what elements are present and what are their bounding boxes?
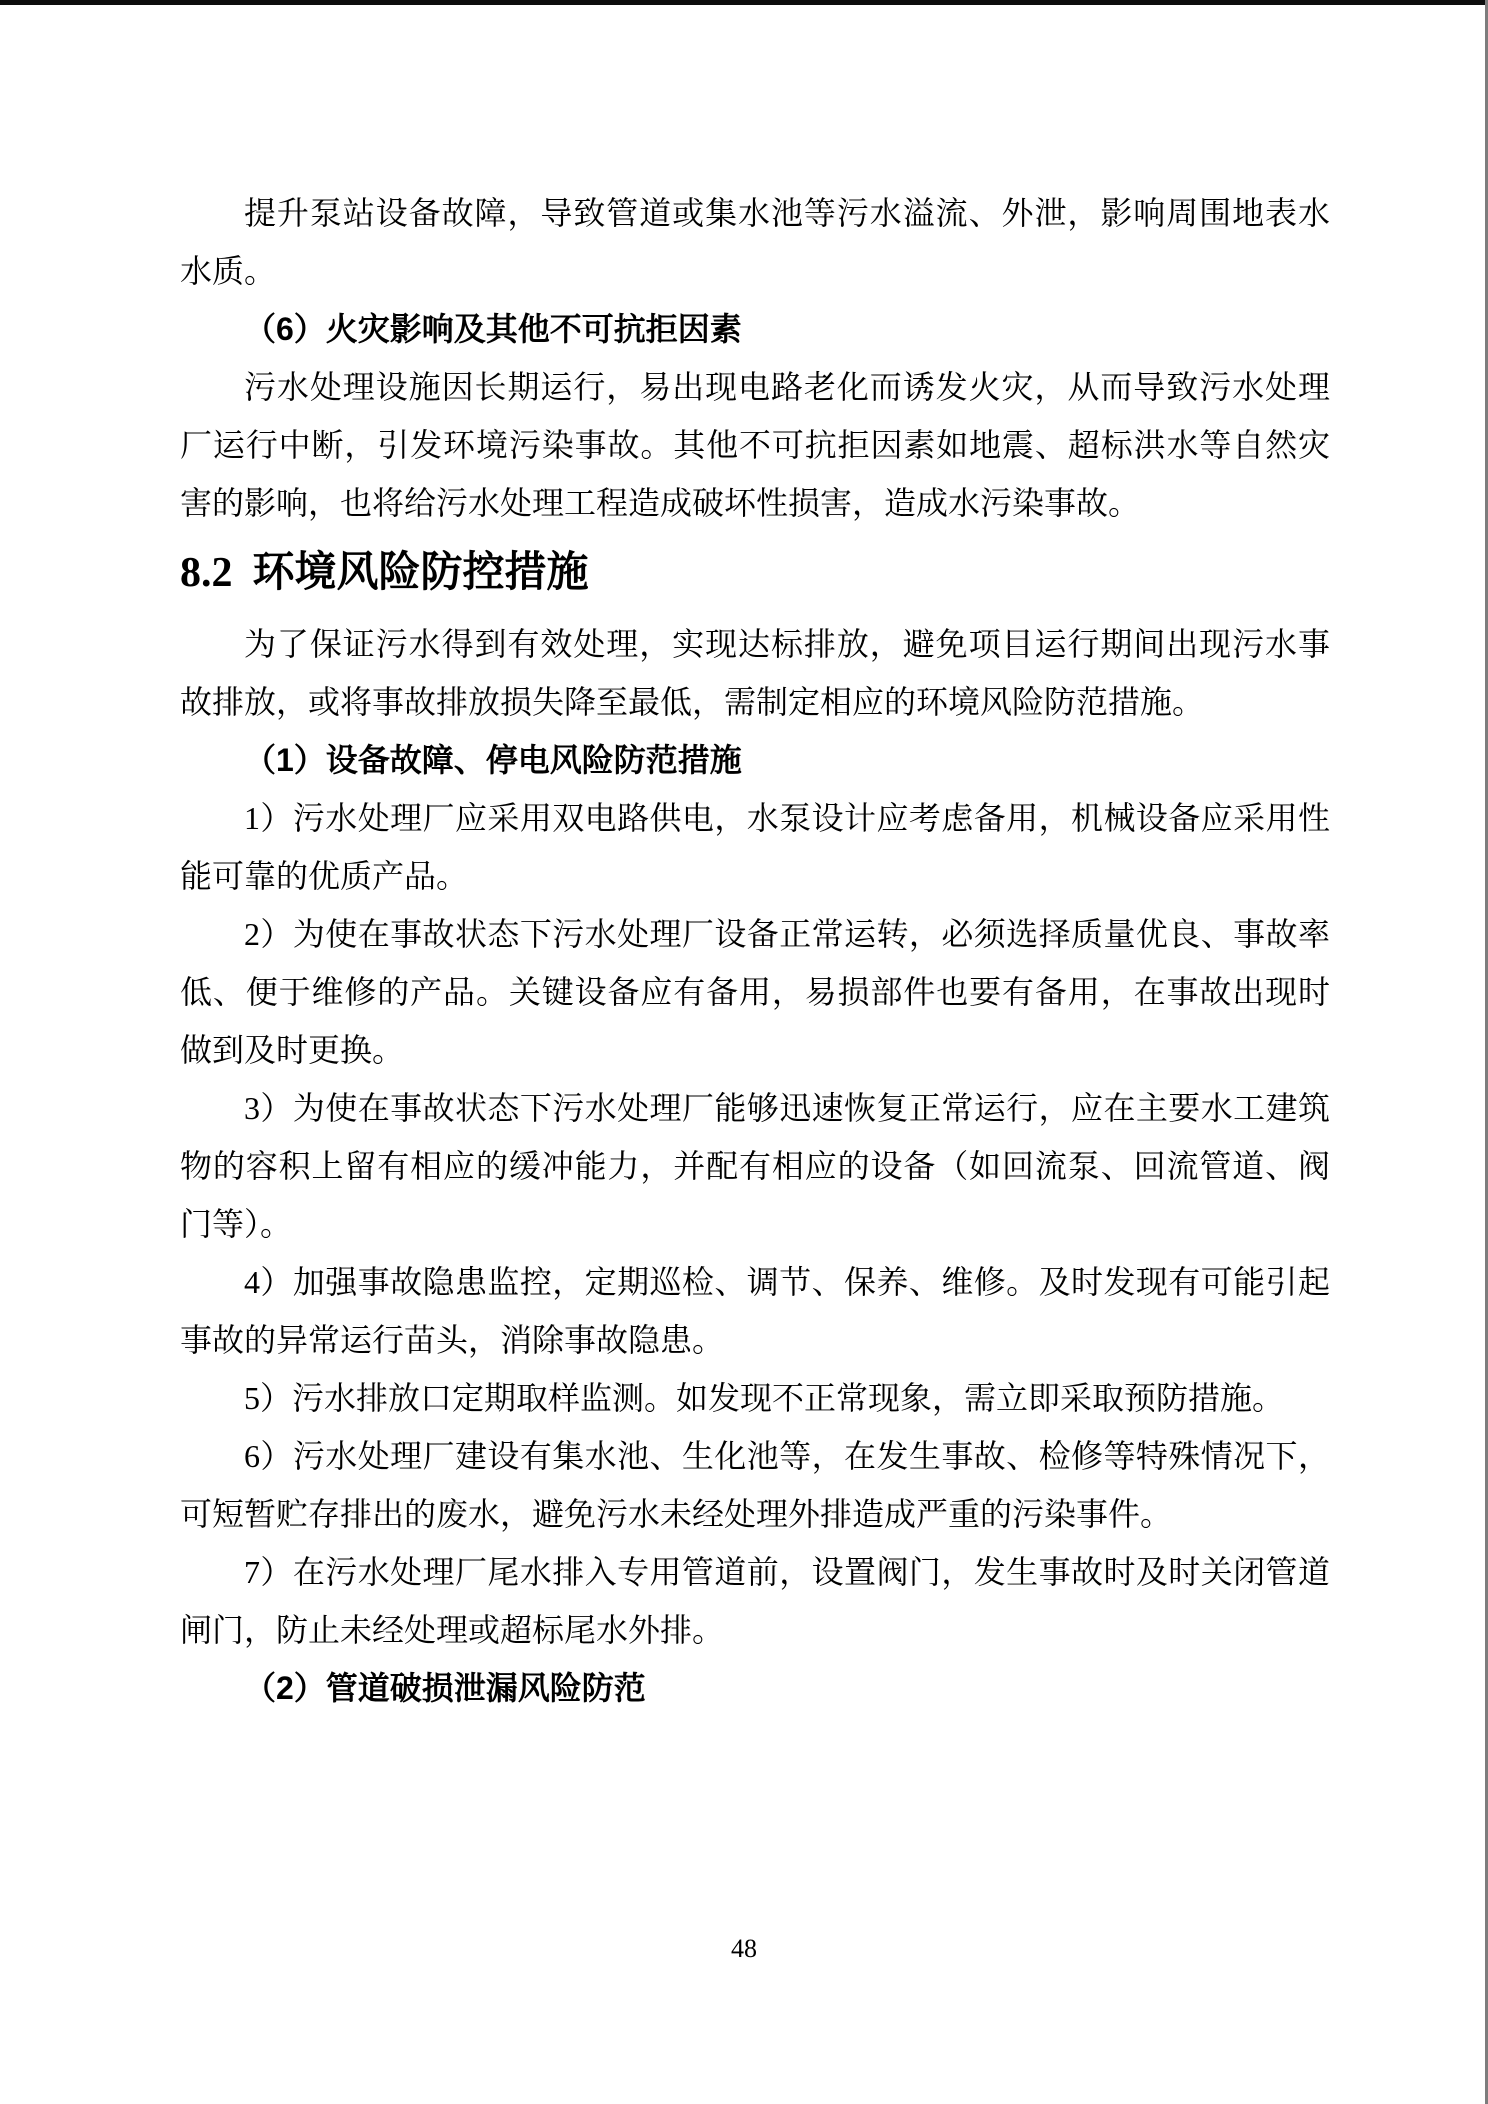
- paragraph-intro-prevention: 为了保证污水得到有效处理，实现达标排放，避免项目运行期间出现污水事故排放，或将事故排放损失降至最低，需制定相应的环境风险防范措施。: [180, 626, 1330, 720]
- paragraph-measure-5: 5）污水排放口定期取样监测。如发现不正常现象，需立即采取预防措施。: [244, 1380, 1285, 1416]
- top-edge-rule: [0, 0, 1488, 5]
- subheading-fire-risk: （6）火灾影响及其他不可抗拒因素: [244, 311, 742, 347]
- page-number: 48: [731, 1934, 757, 1963]
- paragraph-measure-1: 1）污水处理厂应采用双电路供电，水泵设计应考虑备用，机械设备应采用性能可靠的优质产品。: [180, 800, 1330, 894]
- subheading-pipeline-leak-risk: （2）管道破损泄漏风险防范: [244, 1670, 646, 1706]
- paragraph-measure-3: 3）为使在事故状态下污水处理厂能够迅速恢复正常运行，应在主要水工建筑物的容积上留有相应的缓冲能力，并配有相应的设备（如回流泵、回流管道、阀门等）。: [180, 1090, 1330, 1242]
- section-heading-8-2: [180, 540, 1330, 605]
- document-body: [180, 184, 1330, 1717]
- page-footer: [0, 1932, 1488, 1966]
- paragraph-measure-7: 7）在污水处理厂尾水排入专用管道前，设置阀门，发生事故时及时关闭管道闸门，防止未经处理或超标尾水外排。: [180, 1554, 1330, 1648]
- section-title: 环境风险防控措施: [252, 548, 589, 595]
- paragraph-pump-station-failure: 提升泵站设备故障，导致管道或集水池等污水溢流、外泄，影响周围地表水水质。: [180, 195, 1330, 289]
- subheading-equipment-power-risk: （1）设备故障、停电风险防范措施: [244, 742, 742, 778]
- paragraph-measure-4: 4）加强事故隐患监控，定期巡检、调节、保养、维修。及时发现有可能引起事故的异常运行苗头，消除事故隐患。: [180, 1264, 1330, 1358]
- section-number: 8.2: [180, 550, 233, 596]
- paragraph-fire-and-force-majeure: 污水处理设施因长期运行，易出现电路老化而诱发火灾，从而导致污水处理厂运行中断，引发环境污染事故。其他不可抗拒因素如地震、超标洪水等自然灾害的影响，也将给污水处理工程造成破坏性损害，造成水污染事故。: [180, 369, 1330, 521]
- paragraph-measure-2: 2）为使在事故状态下污水处理厂设备正常运转，必须选择质量优良、事故率低、便于维修的产品。关键设备应有备用，易损部件也要有备用，在事故出现时做到及时更换。: [180, 916, 1330, 1068]
- paragraph-measure-6: 6）污水处理厂建设有集水池、生化池等，在发生事故、检修等特殊情况下，可短暂贮存排出的废水，避免污水未经处理外排造成严重的污染事件。: [180, 1438, 1330, 1532]
